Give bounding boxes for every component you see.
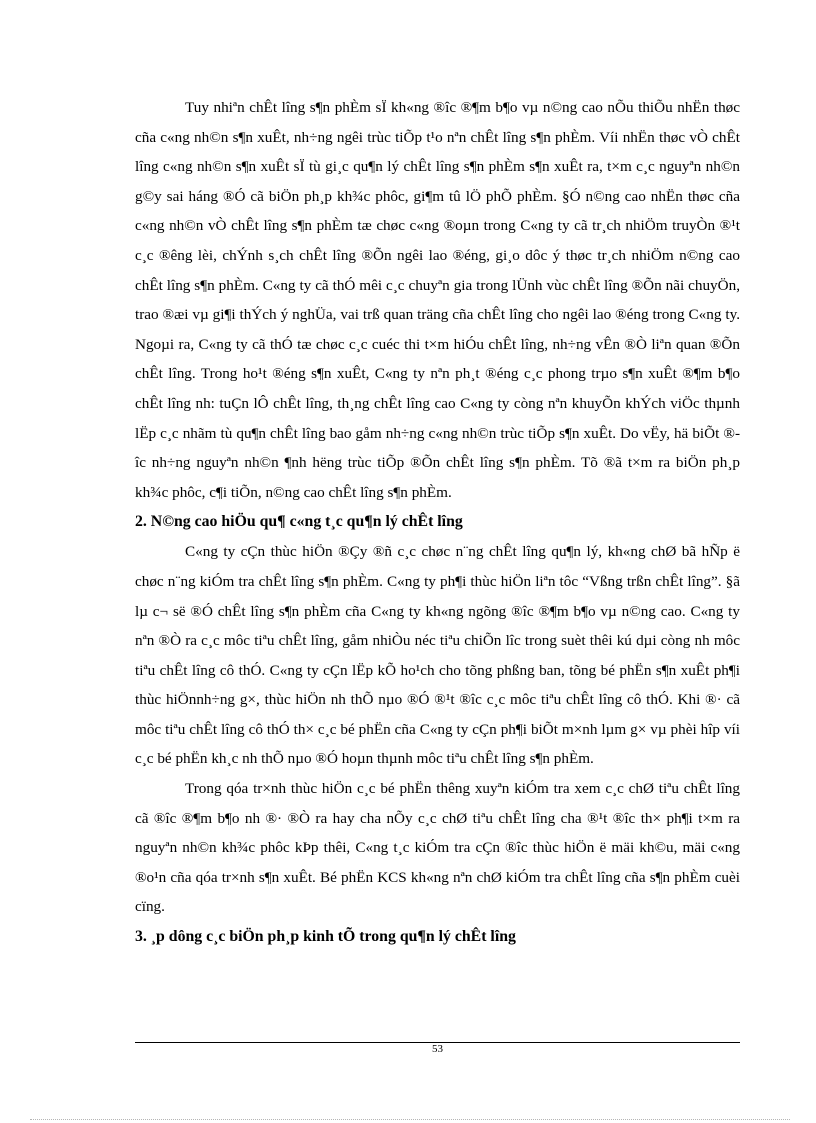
section-heading: 3. ¸p dông c¸c biÖn ph¸p kinh tÕ trong qu¶n lý chÊt lîng [135, 928, 516, 946]
page-body [135, 93, 740, 952]
section-heading: 2. N©ng cao hiÖu qu¶ c«ng t¸c qu¶n lý chÊt lîng [135, 513, 463, 531]
body-paragraph: Tuy nhiªn chÊt lîng s¶n phÈm sÏ kh«ng ®îc ®¶m b¶o vµ n©ng cao nÕu thiÕu nhËn thøc cña c«ng nh©n s¶n xuÊt, nh÷ng ngêi trùc tiÕp t¹o nªn chÊt lîng s¶n phÈm. Víi nhËn thøc vÒ chÊt lîng c«ng nh©n s¶n xuÊt sÏ tù gi¸c qu¶n lý chÊt lîng s¶n phÈm s¶n xuÊt ra, t×m c¸c nguyªn nh©n g©y sai háng ®Ó cã biÖn ph¸p kh¾c phôc, gi¶m tû lÖ phÕ phÈm. §Ó n©ng cao nhËn thøc cña c«ng nh©n vÒ chÊt lîng s¶n phÈm tæ chøc c«ng ®oµn trong C«ng ty cã tr¸ch nhiÖm truyÒn ®¹t c¸c ®êng lèi, chÝnh s¸ch chÊt lîng ®Õn ngêi lao ®éng, gi¸o dôc ý thøc tr¸ch nhiÖm n©ng cao chÊt lîng s¶n phÈm. C«ng ty cã thÓ mêi c¸c chuyªn gia trong lÜnh vùc chÊt lîng ®Õn nãi chuyÖn, trao ®æi vµ gi¶i thÝch ý nghÜa, vai trß quan träng cña chÊt lîng cho ngêi lao ®éng trong C«ng ty. Ngoµi ra, C«ng ty cã thÓ tæ chøc c¸c cuéc thi t×m hiÓu chÊt lîng, nh÷ng vÊn ®Ò liªn quan ®Õn chÊt lîng. Trong ho¹t ®éng s¶n xuÊt, C«ng ty nªn ph¸t ®éng c¸c phong trµo s¶n xuÊt ®¶m b¶o chÊt lîng nh: tuÇn lÔ chÊt lîng, th¸ng chÊt lîng cao C«ng ty còng nªn khuyÕn khÝch viÖc thµnh lËp c¸c nhãm tù qu¶n chÊt lîng bao gåm nh÷ng c«ng nh©n trùc tiÕp s¶n xuÊt. Do vËy, hä biÕt ®îc nh÷ng nguyªn nh©n ¶nh hëng trùc tiÕp ®Õn chÊt lîng s¶n phÈm. Tõ ®ã t×m ra biÖn ph¸p kh¾c phôc, c¶i tiÕn, n©ng cao chÊt lîng s¶n phÈm. [135, 99, 740, 501]
body-paragraph: C«ng ty cÇn thùc hiÖn ®Çy ®ñ c¸c chøc n¨ng chÊt lîng qu¶n lý, kh«ng chØ bã hÑp ë chøc n¨ng kiÓm tra chÊt lîng s¶n phÈm. C«ng ty ph¶i thùc hiÖn liªn tôc “Vßng trßn chÊt lîng”. §ã lµ c¬ së ®Ó chÊt lîng s¶n phÈm cña C«ng ty kh«ng ngõng ®îc ®¶m b¶o vµ n©ng cao. C«ng ty nªn ®Ò ra c¸c môc tiªu chÊt lîng, gåm nhiÒu néc tiªu chiÕn lîc trong suèt thêi kú dµi còng nh môc tiªu chÊt lîng cô thÓ. C«ng ty cÇn lËp kÕ ho¹ch cho tõng phßng ban, tõng bé phËn s¶n xuÊt ph¶i thùc hiÖnnh÷ng g×, thùc hiÖn nh thÕ nµo ®Ó ®¹t ®îc c¸c môc tiªu chÊt lîng cô thÓ. Khi ®· cã môc tiªu chÊt lîng cô thÓ th× c¸c bé phËn cña C«ng ty cÇn ph¶i biÕt m×nh lµm g× vµ phèi hîp víi c¸c bé phËn kh¸c nh thÕ nµo ®Ó hoµn thµnh môc tiªu chÊt lîng s¶n phÈm. [135, 543, 740, 768]
body-paragraph: Trong qóa tr×nh thùc hiÖn c¸c bé phËn thêng xuyªn kiÓm tra xem c¸c chØ tiªu chÊt lîng cã ®îc ®¶m b¶o nh ®· ®Ò ra hay cha nÕy c¸c chØ tiªu chÊt lîng cha ®¹t ®îc th× ph¶i t×m ra nguyªn nh©n kh¾c phôc kÞp thêi, C«ng t¸c kiÓm tra cÇn ®îc thùc hiÖn ë mäi kh©u, mäi c«ng ®o¹n cña qóa tr×nh s¶n xuÊt. Bé phËn KCS kh«ng nªn chØ kiÓm tra chÊt lîng cña s¶n phÈm cuèi cïng. [135, 780, 740, 916]
page-number: 53 [432, 1043, 443, 1055]
page-break-line [30, 1119, 790, 1120]
